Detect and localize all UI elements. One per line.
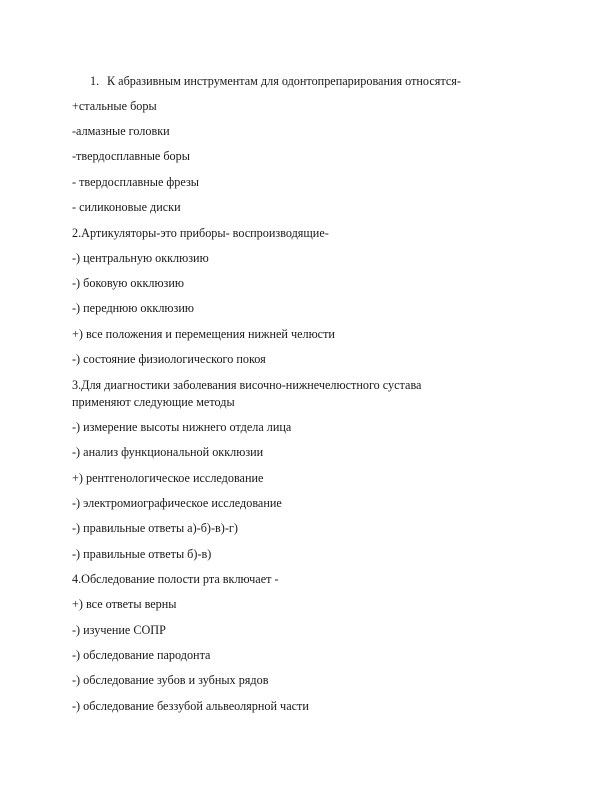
question-1-option-4: - твердосплавные фрезы (72, 175, 199, 189)
question-3-title-line-2: применяют следующие методы (72, 395, 235, 409)
question-2-title: 2.Артикуляторы-это приборы- воспроизводящие- (72, 226, 329, 240)
question-3-option-2: -) анализ функциональной окклюзии (72, 445, 264, 459)
question-1-option-2: -алмазные головки (72, 124, 170, 138)
question-2-option-5: -) состояние физиологического покоя (72, 352, 266, 366)
question-2-option-2: -) боковую окклюзию (72, 276, 185, 290)
question-2-option-3: -) переднюю окклюзию (72, 301, 194, 315)
question-4-option-2: -) изучение СОПР (72, 623, 166, 637)
question-4-option-3: -) обследование пародонта (72, 648, 211, 662)
question-3-option-3: +) рентгенологическое исследование (72, 471, 264, 485)
question-2-option-1: -) центральную окклюзию (72, 251, 209, 265)
question-1-text: К абразивным инструментам для одонтопрепарирования относятся- (107, 74, 461, 88)
question-1-option-5: - силиконовые диски (72, 200, 181, 214)
question-3-title-line-1: 3.Для диагностики заболевания височно-нижнечелюстного сустава (72, 378, 422, 392)
question-3-option-1: -) измерение высоты нижнего отдела лица (72, 420, 292, 434)
question-1-title (90, 74, 461, 89)
question-4-title: 4.Обследование полости рта включает - (72, 572, 279, 586)
question-3-option-6: -) правильные ответы б)-в) (72, 547, 212, 561)
question-4-option-1: +) все ответы верны (72, 597, 177, 611)
question-3-option-4: -) электромиографическое исследование (72, 496, 282, 510)
question-3-option-5: -) правильные ответы а)-б)-в)-г) (72, 521, 238, 535)
question-2-option-4: +) все положения и перемещения нижней челюсти (72, 327, 335, 341)
question-1-option-1: +стальные боры (72, 99, 157, 113)
question-1-option-3: -твердосплавные боры (72, 149, 190, 163)
question-4-option-5: -) обследование беззубой альвеолярной части (72, 699, 309, 713)
question-1-number: 1. (90, 74, 100, 88)
question-4-option-4: -) обследование зубов и зубных рядов (72, 673, 269, 687)
